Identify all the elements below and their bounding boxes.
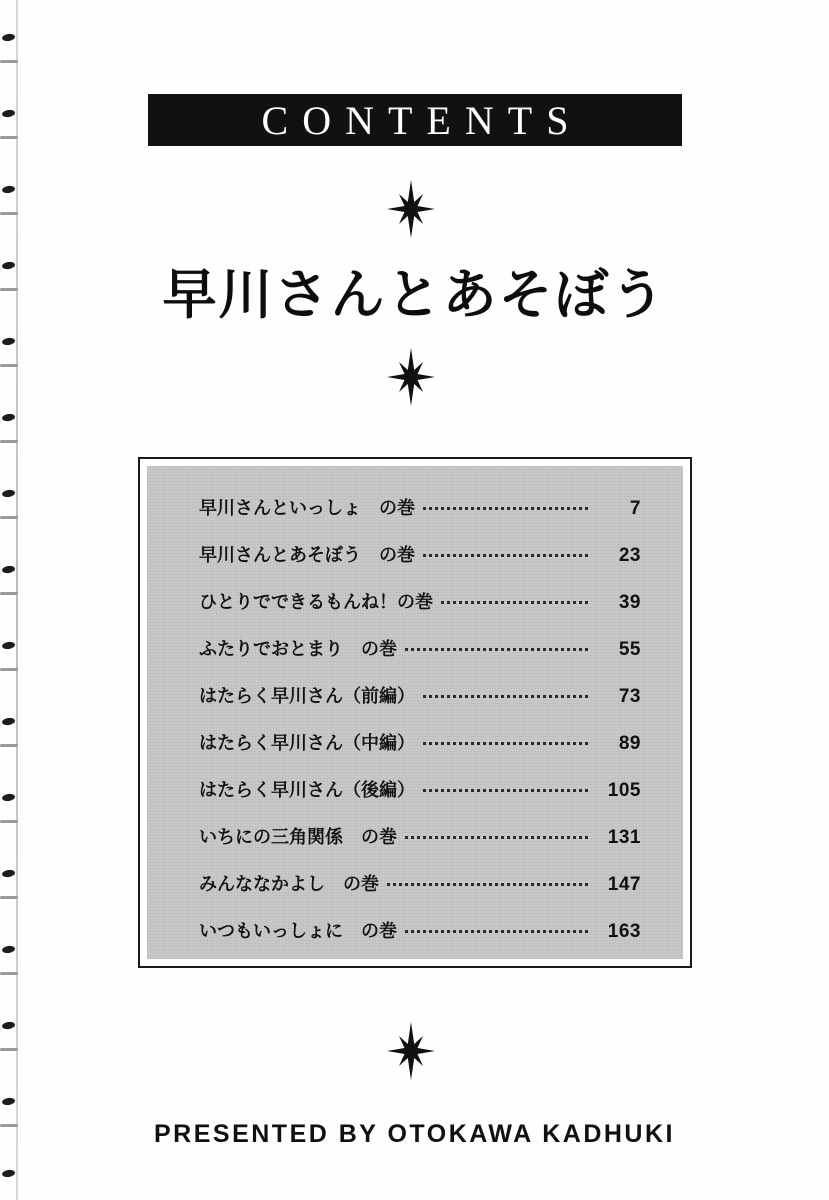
toc-entry[interactable] (199, 682, 641, 708)
binding-hole (2, 869, 16, 878)
toc-entry-title: ひとりでできるもんね！の巻 (199, 592, 433, 613)
toc-entry-title: いつもいっしょに の巻 (199, 921, 397, 942)
toc-leader-dots (423, 507, 588, 510)
toc-entry-title: はたらく早川さん（中編） (199, 733, 415, 754)
toc-entry-page-number: 7 (629, 498, 641, 519)
binding-hole (2, 1097, 16, 1106)
binding-wire (0, 744, 18, 747)
toc-entry[interactable] (199, 541, 641, 567)
toc-entry[interactable] (199, 588, 641, 614)
toc-leader-dots (423, 789, 588, 792)
toc-entry-page-number: 105 (607, 780, 641, 801)
binding-hole (2, 793, 16, 802)
table-of-contents (138, 457, 692, 968)
toc-leader-dots (441, 601, 588, 604)
toc-leader-dots (405, 930, 588, 933)
contents-banner (148, 94, 682, 146)
toc-entry-page-number: 89 (618, 733, 641, 754)
binding-hole (2, 413, 16, 422)
binding-wire (0, 972, 18, 975)
eight-point-star-ornament (387, 1022, 435, 1080)
binding-wire (0, 440, 18, 443)
binding-wire (0, 136, 18, 139)
toc-list (147, 466, 683, 959)
toc-entry-title: はたらく早川さん（後編） (199, 780, 415, 801)
binding-wire (0, 212, 18, 215)
binding-wire (0, 592, 18, 595)
binding-hole (2, 717, 16, 726)
eight-point-star-ornament (387, 180, 435, 238)
spiral-binding (0, 0, 26, 1200)
binding-wire (0, 896, 18, 899)
binding-hole (2, 1021, 16, 1030)
toc-entry-title: 早川さんといっしょ の巻 (199, 498, 415, 519)
binding-hole (2, 489, 16, 498)
binding-hole (2, 109, 16, 118)
binding-hole (2, 337, 16, 346)
toc-entry-page-number: 163 (607, 921, 641, 942)
binding-wire (0, 364, 18, 367)
binding-hole (2, 565, 16, 574)
toc-entry-page-number: 39 (618, 592, 641, 613)
toc-entry[interactable] (199, 729, 641, 755)
page-title: 早川さんとあそぼう (162, 263, 667, 326)
toc-entry[interactable] (199, 870, 641, 896)
toc-entry[interactable] (199, 823, 641, 849)
page-edge (16, 0, 18, 1200)
toc-leader-dots (387, 883, 588, 886)
toc-entry-title: いちにの三角関係 の巻 (199, 827, 397, 848)
toc-entry[interactable] (199, 494, 641, 520)
toc-entry-page-number: 23 (618, 545, 641, 566)
toc-entry-title: 早川さんとあそぼう の巻 (199, 545, 415, 566)
toc-entry-page-number: 55 (618, 639, 641, 660)
toc-entry-page-number: 147 (607, 874, 641, 895)
toc-entry[interactable] (199, 635, 641, 661)
toc-entry[interactable] (199, 917, 641, 943)
toc-leader-dots (423, 554, 588, 557)
toc-leader-dots (423, 695, 588, 698)
contents-banner-label: CONTENTS (261, 97, 583, 143)
binding-hole (2, 1169, 16, 1178)
toc-entry-page-number: 73 (618, 686, 641, 707)
binding-wire (0, 1048, 18, 1051)
presented-by-credit: PRESENTED BY OTOKAWA KADHUKI (154, 1120, 675, 1148)
toc-entry-title: はたらく早川さん（前編） (199, 686, 415, 707)
toc-leader-dots (405, 648, 588, 651)
toc-entry-page-number: 131 (607, 827, 641, 848)
binding-wire (0, 820, 18, 823)
eight-point-star-ornament (387, 348, 435, 406)
toc-leader-dots (423, 742, 588, 745)
binding-wire (0, 516, 18, 519)
binding-hole (2, 641, 16, 650)
binding-wire (0, 668, 18, 671)
toc-entry-title: みんななかよし の巻 (199, 874, 379, 895)
binding-wire (0, 60, 18, 63)
toc-entry[interactable] (199, 776, 641, 802)
binding-hole (2, 945, 16, 954)
binding-hole (2, 33, 16, 42)
binding-hole (2, 185, 16, 194)
toc-entry-title: ふたりでおとまり の巻 (199, 639, 397, 660)
toc-leader-dots (405, 836, 588, 839)
